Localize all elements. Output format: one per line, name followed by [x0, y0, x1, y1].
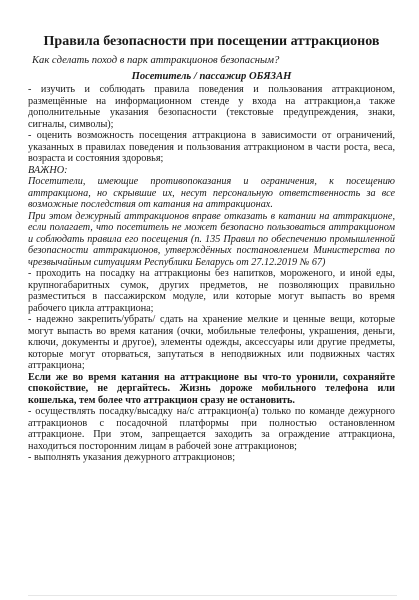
rule-paragraph-boarding: - осуществлять посадку/высадку на/с аттракцион(а) только по команде дежурного аттракционов с посадочной платформы при полностью остановленном аттракционе. При этом, запрещается заходить за ограждение аттракциона, находиться посторонним лицам в рабочей зоне аттракционов;	[28, 406, 395, 452]
important-note-attendant-refusal: При этом дежурный аттракционов вправе отказать в катании на аттракционе, если полагает, что посетитель не может безопасно пользоваться аттракционом и соблюдать правила его посещения (п. 135 Правил по обеспечению промышленной безопасности аттракционов, утверждённых постановлением Министерства по чрезвычайным ситуациям Республики Беларусь от 27.12.2019 № 67)	[28, 210, 395, 268]
important-note-contraindications: Посетители, имеющие противопоказания и ограничения, к посещению аттракциона, но скрывшие их, несут персональную ответственность за все возможные последствия от катания на аттракционах.	[28, 176, 395, 210]
document-title: Правила безопасности при посещении аттракционов	[43, 34, 380, 49]
rule-paragraph-assess-restrictions: - оценить возможность посещения аттракциона в зависимости от ограничений, указанных в правилах поведения и пользования аттракционом в части роста, веса, возраста и состояния здоровья;	[28, 130, 395, 164]
document-subtitle: Как сделать поход в парк аттракционов безопасным?	[32, 55, 280, 66]
role-heading: Посетитель / пассажир ОБЯЗАН	[131, 71, 292, 82]
rule-paragraph-follow-attendant: - выполнять указания дежурного аттракционов;	[28, 452, 236, 463]
rule-paragraph-study-rules: - изучить и соблюдать правила поведения и пользования аттракционом, размещённые на информационном стенде у входа на аттракцион,а также дополнительные указания безопасности (текстовые предупреждения, знаки, сигналы, символы);	[28, 84, 395, 130]
important-heading: ВАЖНО:	[28, 164, 68, 176]
rule-paragraph-no-food-bags: - проходить на посадку на аттракционы без напитков, мороженого, и иной еды, крупногабаритных сумок, других предметов, не позволяющих правильно разместиться в пассажирском модуле, или которые могут выпасть во время рабочего цикла аттракциона;	[28, 268, 395, 314]
rule-paragraph-secure-items: - надежно закрепить/убрать/ сдать на хранение мелкие и ценные вещи, которые могут выпасть во время катания (очки, мобильные телефоны, украшения, деньги, ключи, документы и другое), элементы одежды, аксессуары или другие предметы, которые могут оторваться, запутаться в неподвижных или подвижных частях аттракциона;	[28, 314, 395, 371]
warning-paragraph-dropped-items: Если же во время катания на аттракционе вы что-то уронили, сохраняйте спокойствие, не дергайтесь. Жизнь дороже мобильного телефона или кошелька, тем более что аттракцион сразу не остановить.	[28, 371, 395, 406]
page-bottom-divider	[28, 595, 397, 596]
